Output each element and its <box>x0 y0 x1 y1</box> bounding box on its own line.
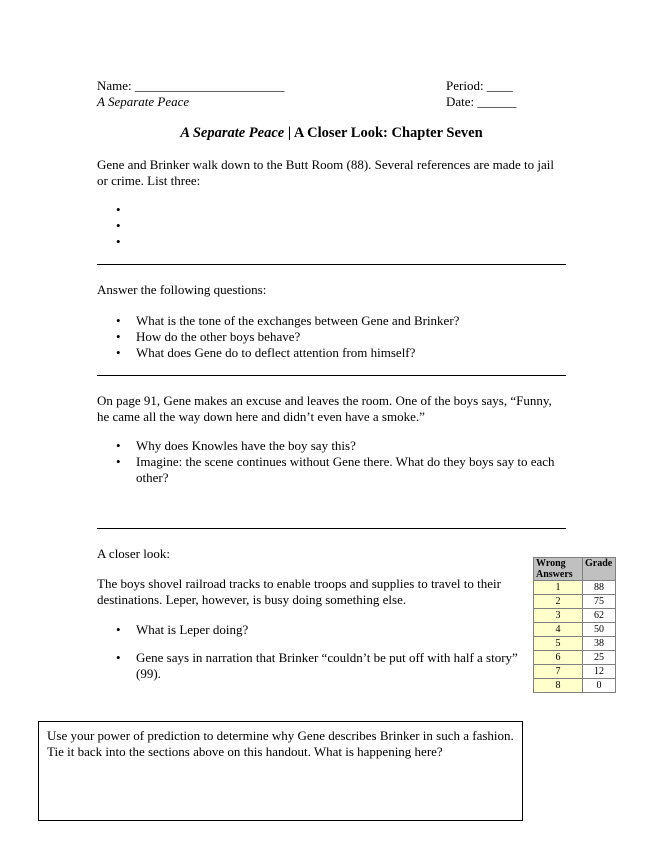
table-header-grade: Grade <box>583 558 616 581</box>
section2-intro: Answer the following questions: <box>97 282 267 297</box>
prediction-line-1: Use your power of prediction to determine why Gene describes Brinker in such a fashion. <box>47 728 514 743</box>
table-row: 1 88 <box>534 581 616 595</box>
prediction-line-2: Tie it back into the sections above on this handout. What is happening here? <box>47 744 443 759</box>
divider <box>97 528 566 529</box>
list-item: • Imagine: the scene continues without Gene there. What do they boys say to each other? <box>97 454 567 486</box>
list-item: • What does Gene do to deflect attention from himself? <box>97 345 567 361</box>
section1-list <box>97 202 557 250</box>
section3-list <box>97 438 567 486</box>
page-title: A Separate Peace | A Closer Look: Chapter Seven <box>180 125 483 141</box>
table-row: 4 50 <box>534 623 616 637</box>
date-field: Date: ______ <box>446 94 517 109</box>
section4-heading: A closer look: <box>97 546 170 561</box>
list-item <box>97 218 557 234</box>
book-title: A Separate Peace <box>97 94 190 109</box>
period-field: Period: ____ <box>446 78 513 93</box>
divider <box>97 264 566 265</box>
section1-prompt: Gene and Brinker walk down to the Butt Room (88). Several references are made to jail or crime. List three: <box>97 157 555 188</box>
list-item <box>97 234 557 250</box>
divider <box>97 375 566 376</box>
table-row: 7 12 <box>534 665 616 679</box>
section4-paragraph: The boys shovel railroad tracks to enable troops and supplies to travel to their destinations. Leper, however, is busy doing something else. <box>97 576 501 607</box>
table-row: 3 62 <box>534 609 616 623</box>
list-item: • What is Leper doing? <box>97 622 527 638</box>
section3-paragraph: On page 91, Gene makes an excuse and leaves the room. One of the boys says, “Funny, he came all the way down here and didn’t even have a smoke.” <box>97 393 552 424</box>
list-item <box>97 202 557 218</box>
grade-table <box>533 557 616 693</box>
table-header-wrong-answers: Wrong Answers <box>534 558 583 581</box>
list-item: • Why does Knowles have the boy say this? <box>97 438 567 454</box>
table-row: 8 0 <box>534 679 616 693</box>
list-item: • What is the tone of the exchanges between Gene and Brinker? <box>97 313 567 329</box>
list-item: • How do the other boys behave? <box>97 329 567 345</box>
table-row: 2 75 <box>534 595 616 609</box>
list-item: • Gene says in narration that Brinker “couldn’t be put off with half a story” (99). <box>97 650 527 682</box>
prediction-box <box>38 721 523 821</box>
table-row: 5 38 <box>534 637 616 651</box>
section2-list <box>97 313 567 361</box>
table-row: 6 25 <box>534 651 616 665</box>
section4-list <box>97 622 527 682</box>
name-field: Name: _______________________ <box>97 78 285 93</box>
